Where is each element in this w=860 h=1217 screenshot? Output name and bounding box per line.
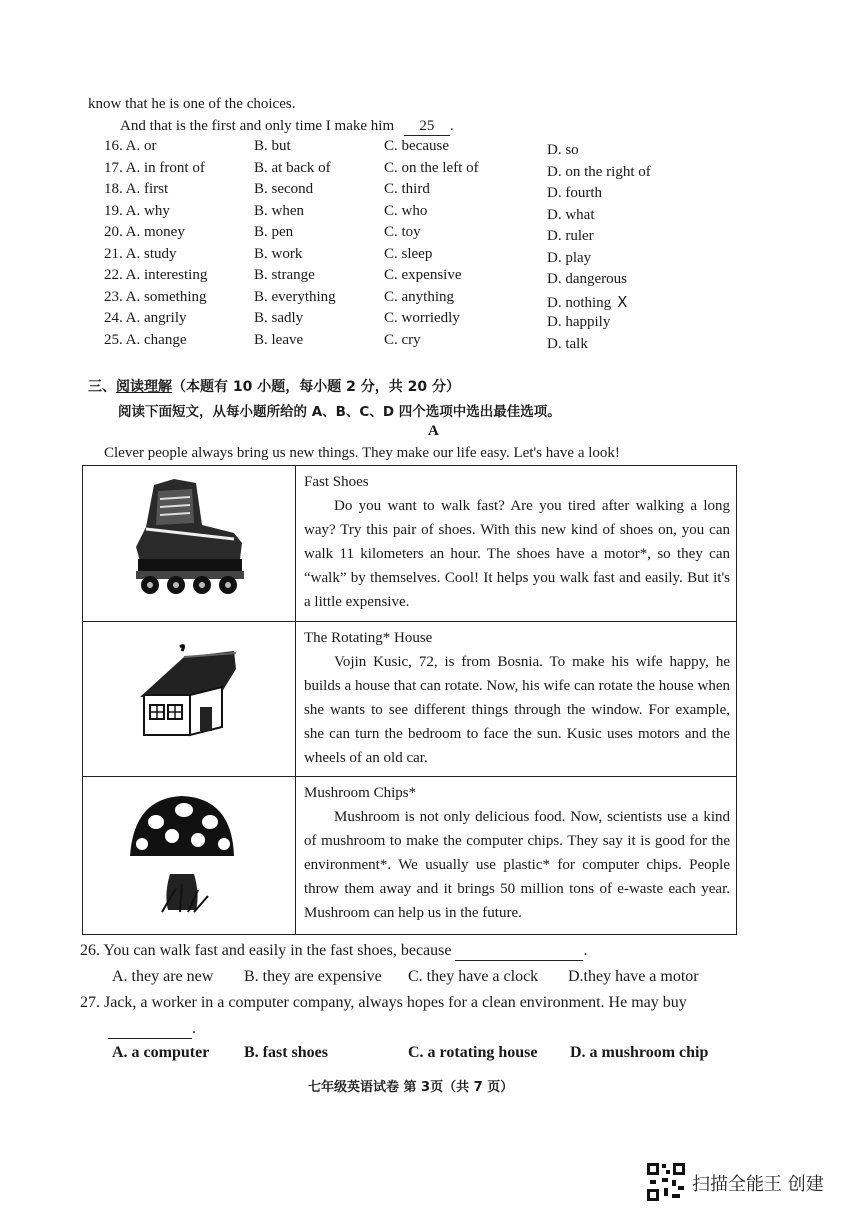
question-26: [80, 942, 587, 961]
option-row: [104, 224, 724, 246]
option-row: [104, 310, 724, 332]
page-footer: 七年级英语试卷 第 3页（共 7 页）: [308, 1080, 514, 1095]
passage-letter: A: [428, 423, 439, 439]
cloze-line-25: [120, 118, 454, 136]
picture-cell: [83, 622, 296, 777]
option-row: [104, 181, 724, 203]
answer-blank[interactable]: [455, 942, 583, 961]
q26-choice-a[interactable]: A. they are new: [112, 968, 214, 985]
option-c: C. worriedly: [384, 310, 460, 326]
section-note: （本题有 10 小题，每小题 2 分，共 20 分）: [172, 379, 460, 395]
picture-cell: [83, 466, 296, 622]
section-title: 阅读理解: [116, 379, 172, 395]
option-b: B. leave: [254, 331, 304, 348]
option-a: 17. A. in front of: [104, 159, 205, 176]
option-c: C. sleep: [384, 245, 433, 262]
answer-blank-line[interactable]: [108, 1020, 196, 1039]
option-a: 21. A. study: [104, 245, 177, 262]
option-row: [104, 289, 724, 311]
option-a: 23. A. something: [104, 288, 207, 305]
q27-choice-b[interactable]: B. fast shoes: [244, 1044, 329, 1061]
option-b: B. when: [254, 202, 304, 219]
table-row: [83, 777, 737, 935]
option-c: C. anything: [384, 288, 454, 305]
option-d: D. ruler: [547, 228, 594, 244]
picture-cell: [83, 777, 296, 935]
option-b: B. sadly: [254, 310, 304, 326]
q27-choice-d[interactable]: D. a mushroom chip: [570, 1044, 709, 1061]
option-d: D. talk: [547, 335, 588, 352]
question-stem: You can walk fast and easily in the fast shoes, because: [103, 942, 452, 959]
option-row: [104, 160, 724, 182]
option-d: D. fourth: [547, 185, 602, 201]
option-c: C. third: [384, 181, 430, 197]
q27-choice-a[interactable]: A. a computer: [112, 1044, 210, 1061]
option-c: C. toy: [384, 224, 421, 240]
mushroom-chips-cell: [296, 777, 737, 935]
house-icon: [84, 623, 294, 763]
q26-choice-b[interactable]: B. they are expensive: [244, 968, 382, 985]
option-c: C. expensive: [384, 267, 462, 283]
cloze-blank-25: 25: [404, 118, 450, 136]
q26-choice-d[interactable]: D.they have a motor: [568, 968, 699, 985]
option-b: B. everything: [254, 288, 336, 305]
option-a: 22. A. interesting: [104, 267, 208, 283]
option-b: B. but: [254, 138, 291, 154]
option-b: B. strange: [254, 267, 315, 283]
section-number: 三、: [88, 379, 116, 395]
question-27: [80, 994, 687, 1012]
item-body: Do you want to walk fast? Are you tired after walking a long way? Try this pair of shoes. With this new kind of shoes on, you can walk 11 kilometers an hour. The shoes have a motor*, so they can “walk” by themselves. Cool! It helps you walk fast and easily. But it's a little expensive.: [304, 498, 730, 610]
option-a: 19. A. why: [104, 202, 170, 219]
option-a: 24. A. angrily: [104, 310, 187, 326]
roller-skate-icon: [84, 467, 294, 615]
option-d: D. happily: [547, 314, 611, 330]
option-c: C. on the left of: [384, 159, 479, 176]
question-stem: Jack, a worker in a computer company, always hopes for a clean environment. He may buy: [104, 994, 687, 1011]
option-c: C. who: [384, 202, 428, 219]
cloze-text: And that is the first and only time I make him: [120, 118, 395, 134]
option-d: D. nothing X: [547, 292, 628, 311]
option-b: B. second: [254, 181, 314, 197]
option-row: [104, 138, 724, 160]
option-row: [104, 332, 724, 354]
option-b: B. pen: [254, 224, 294, 240]
option-c: C. cry: [384, 331, 421, 348]
cloze-options: [104, 138, 724, 353]
passage-intro: Clever people always bring us new things. They make our life easy. Let's have a look!: [104, 445, 620, 461]
option-row: [104, 203, 724, 225]
cloze-period: .: [449, 118, 454, 134]
item-title: Fast Shoes: [304, 474, 369, 490]
question-number: 27.: [80, 994, 100, 1011]
qr-code-icon: [646, 1162, 686, 1202]
item-body: Vojin Kusic, 72, is from Bosnia. To make his wife happy, he builds a house that can rotate. Now, his wife can rotate the house when she wants to see different things through the window. For example, she can turn the bedroom to face the sun. Kusic uses motors and the wheels of an old car.: [304, 654, 730, 766]
option-a: 16. A. or: [104, 138, 157, 154]
question-number: 26.: [80, 942, 100, 959]
option-a: 25. A. change: [104, 331, 187, 348]
table-row: [83, 622, 737, 777]
handwritten-mark: X: [617, 292, 628, 311]
section-instruction: 阅读下面短文，从每小题所给的 A、B、C、D 四个选项中选出最佳选项。: [118, 404, 561, 420]
reading-table: [82, 465, 737, 935]
option-d: D. dangerous: [547, 271, 627, 287]
option-d: D. so: [547, 142, 579, 158]
item-title: Mushroom Chips*: [304, 785, 417, 801]
mushroom-icon: [84, 778, 294, 928]
q26-choice-c[interactable]: C. they have a clock: [408, 968, 539, 985]
option-a: 20. A. money: [104, 224, 185, 240]
option-d: D. play: [547, 249, 592, 266]
section-heading: [88, 376, 460, 396]
rotating-house-cell: [296, 622, 737, 777]
option-a: 18. A. first: [104, 181, 169, 197]
option-d: D. what: [547, 206, 595, 223]
cloze-last-line: know that he is one of the choices.: [88, 96, 296, 112]
table-row: [83, 466, 737, 622]
question-period: .: [583, 942, 588, 959]
item-title: The Rotating* House: [304, 630, 433, 646]
item-body: Mushroom is not only delicious food. Now, scientists use a kind of mushroom to make the computer chips. They say it is good for the environment*. We usually use plastic* for computer chips. People throw them away and it brings 50 million tons of e-waste each year. Mushroom can help us in the future.: [304, 809, 730, 921]
option-row: [104, 267, 724, 289]
option-c: C. because: [384, 138, 449, 154]
option-b: B. work: [254, 245, 303, 262]
scanner-watermark: 扫描全能王 创建: [692, 1174, 824, 1195]
option-b: B. at back of: [254, 159, 331, 176]
question-period: .: [192, 1020, 196, 1037]
option-row: [104, 246, 724, 268]
q27-choice-c[interactable]: C. a rotating house: [408, 1044, 538, 1061]
fast-shoes-cell: [296, 466, 737, 622]
option-d: D. on the right of: [547, 163, 651, 180]
